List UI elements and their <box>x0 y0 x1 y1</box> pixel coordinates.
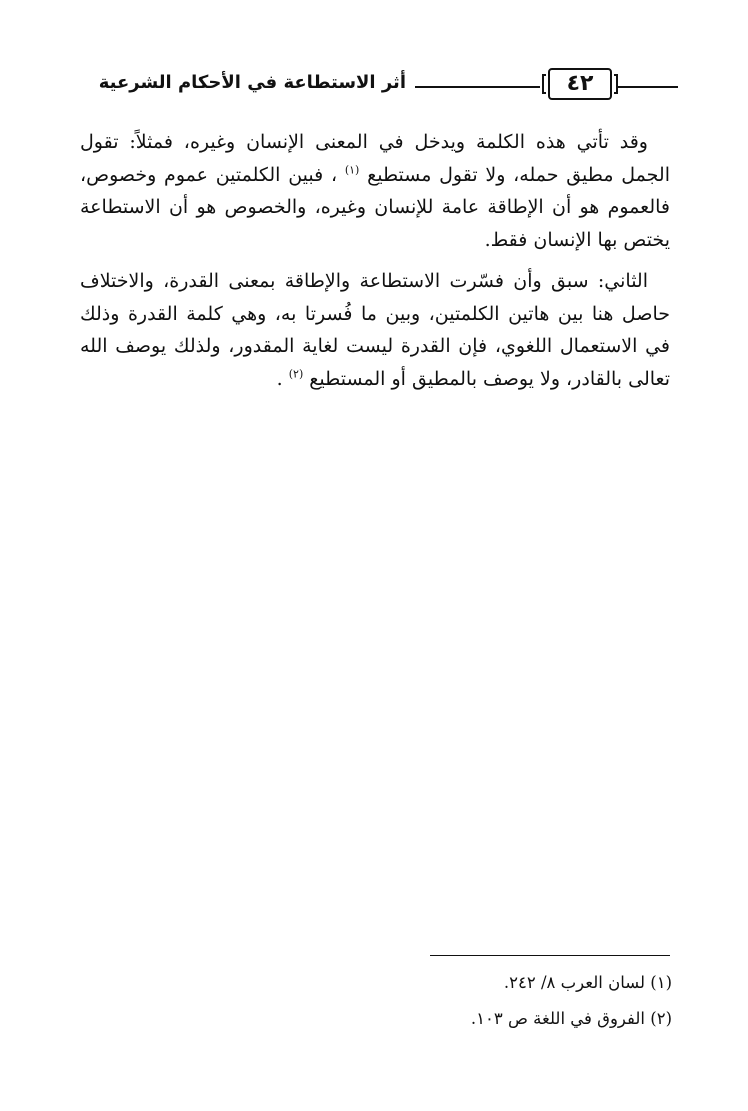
footnote-2: (٢) الفروق في اللغة ص ١٠٣. <box>470 1009 672 1028</box>
footnote-ref-1: (١) <box>344 163 360 177</box>
running-title: أثر الاستطاعة في الأحكام الشرعية <box>98 72 406 93</box>
footnote-1: (١) لسان العرب ٨/ ٢٤٢. <box>503 973 672 992</box>
footnote-separator <box>430 955 670 956</box>
running-header <box>60 66 678 106</box>
paragraph-1-text-b: ، فبين الكلمتين عموم وخصوص، فالعموم هو أن الإطاقة عامة للإنسان وغيره، والخصوص هو أن الاستطاعة يختص بها الإنسان فقط. <box>80 163 670 251</box>
header-rule-middle <box>415 86 540 88</box>
paragraph-2-text-a: الثاني: سبق وأن فسّرت الاستطاعة والإطاقة بمعنى القدرة، والاختلاف حاصل هنا بين هاتين الكلمتين، وبين ما فُسرتا به، وهي كلمة القدرة وذلك في الاستعمال اللغوي، فإن القدرة ليست لغاية المقدور، ولذلك يوصف الله تعالى بالقادر، ولا يوصف بالمطيق أو المستطيع <box>80 270 670 390</box>
paragraph-2-text-b: . <box>276 367 283 390</box>
body-text <box>80 126 670 404</box>
paragraph-1 <box>80 126 670 256</box>
header-rule-right <box>616 86 678 88</box>
paragraph-1-text-a: وقد تأتي هذه الكلمة ويدخل في المعنى الإنسان وغيره، فمثلاً: تقول الجمل مطيق حمله، ولا تقول مستطيع <box>80 131 670 186</box>
page-number: ٤٢ <box>548 68 612 100</box>
footnotes <box>300 970 672 1042</box>
footnote-ref-2: (٢) <box>288 367 304 381</box>
paragraph-2 <box>80 265 670 395</box>
